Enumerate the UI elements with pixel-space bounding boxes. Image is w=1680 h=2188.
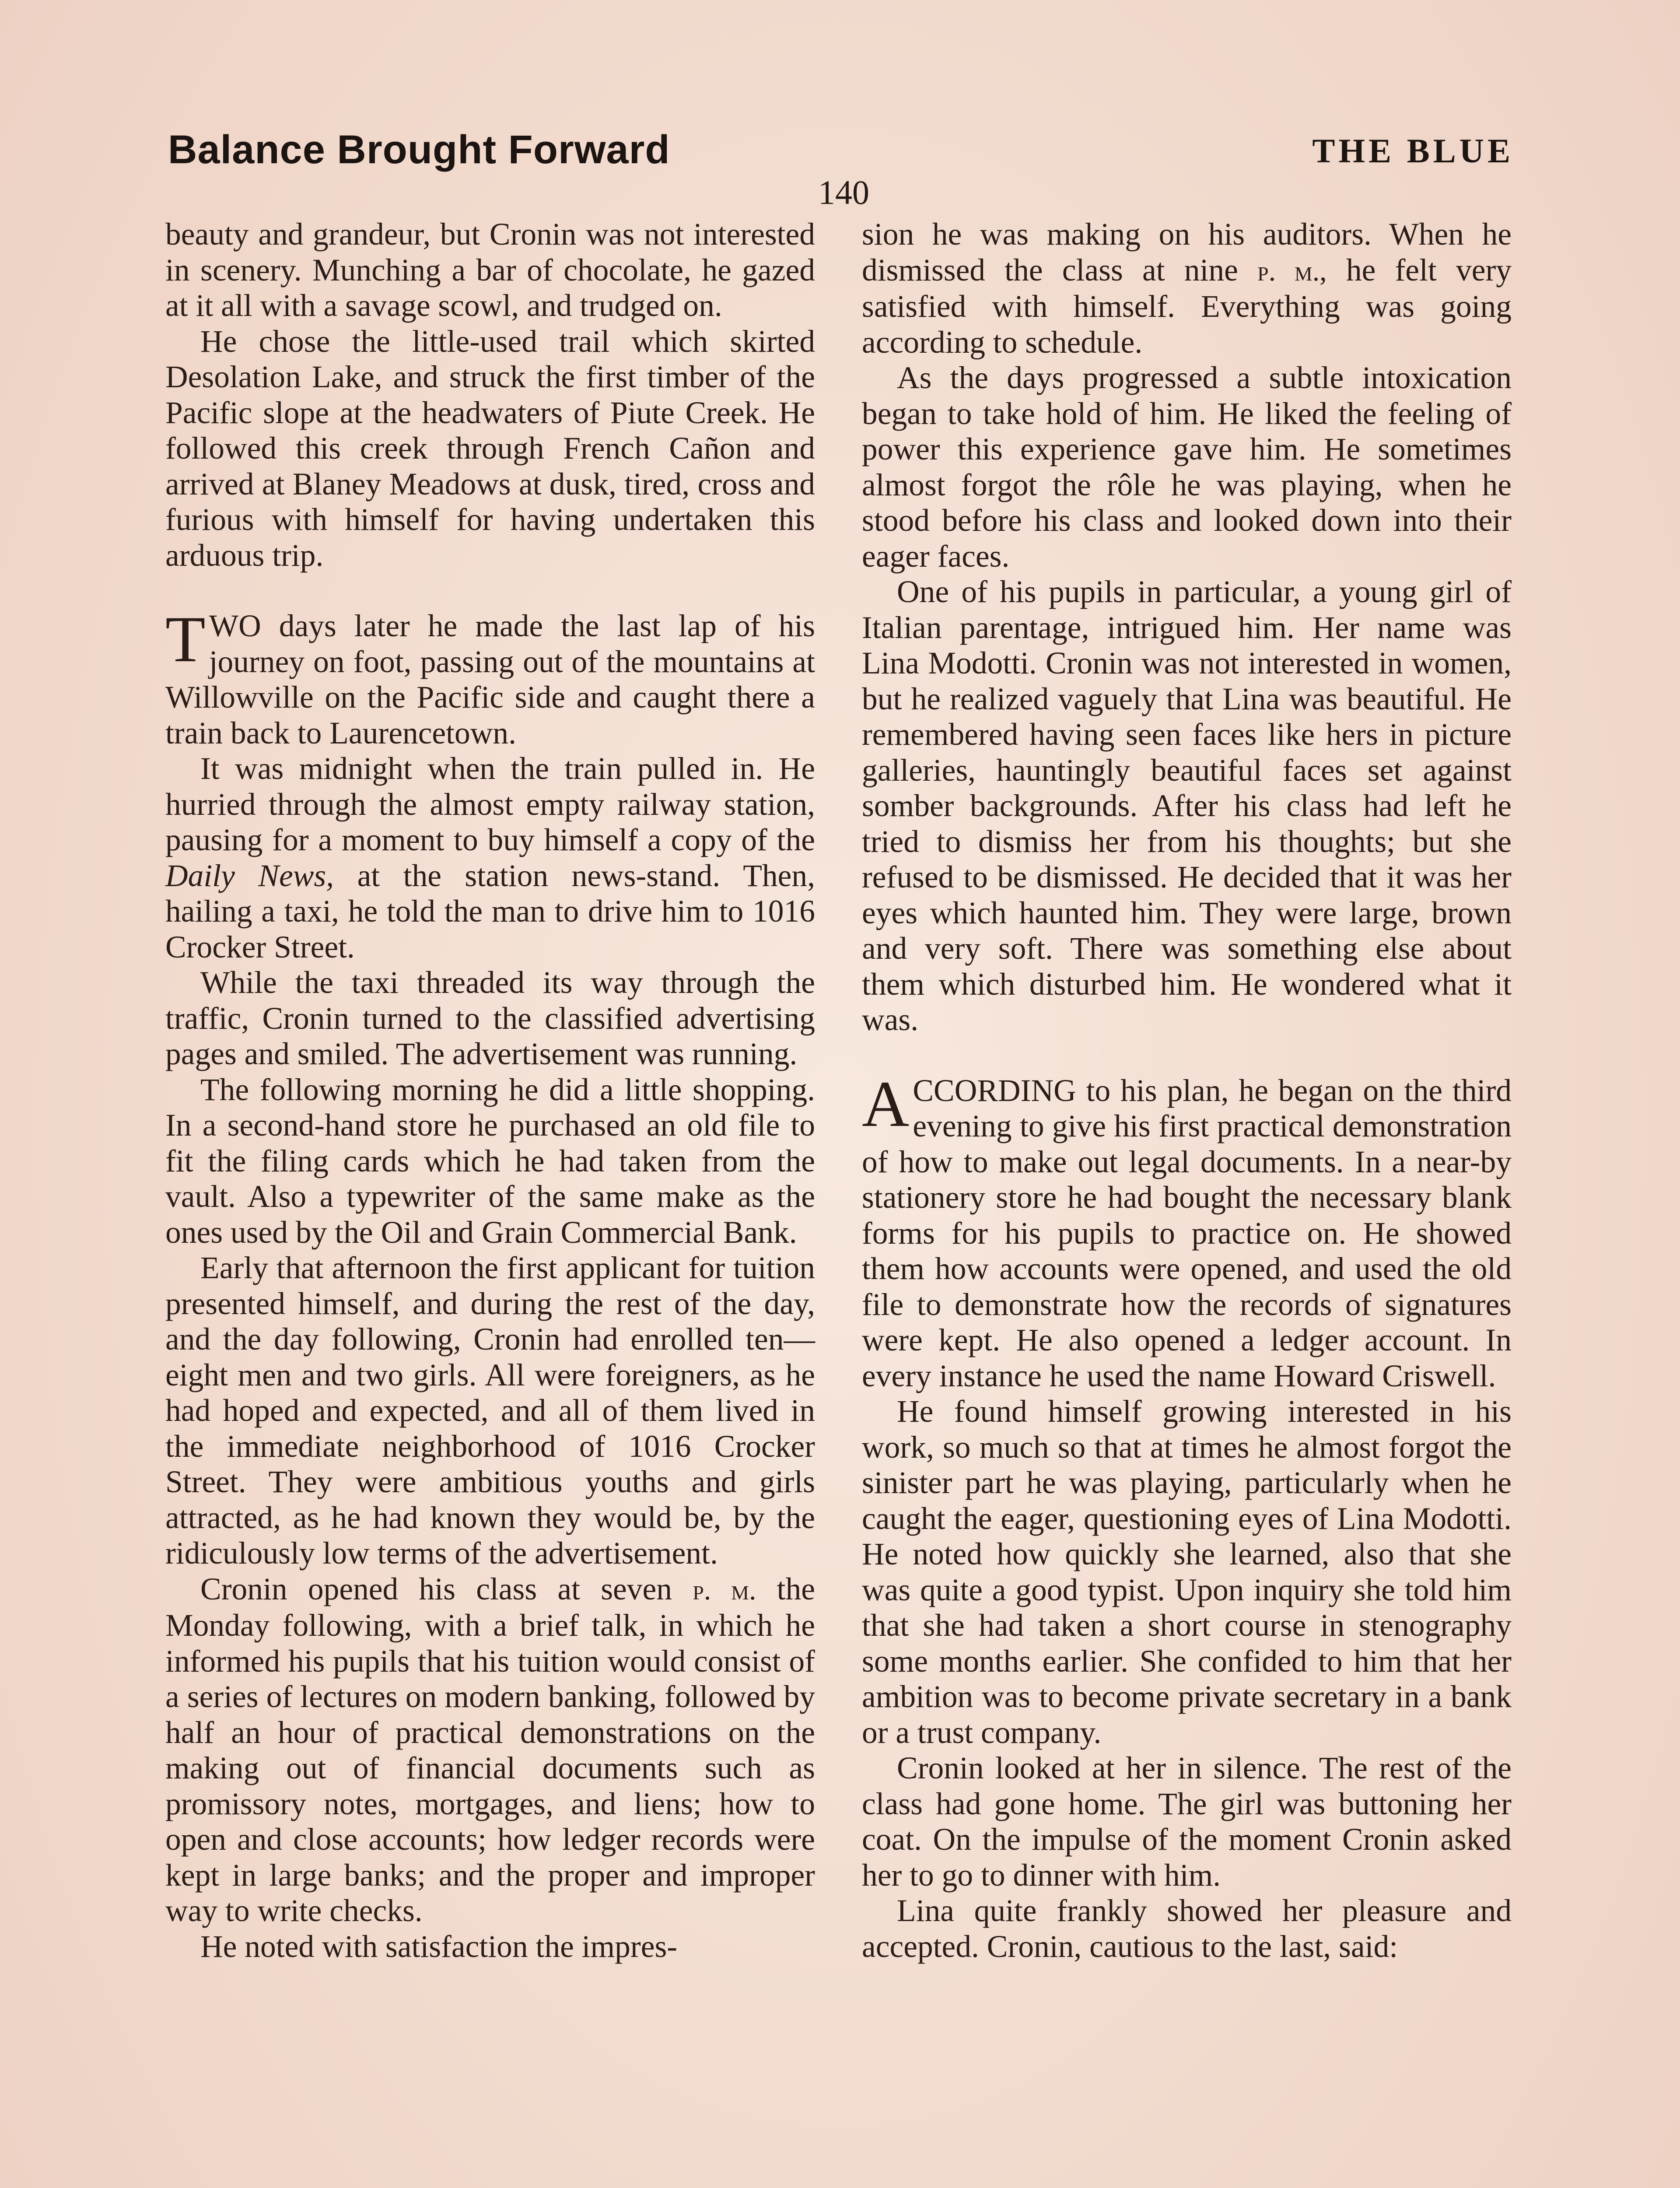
paragraph (862, 217, 1512, 360)
time-abbreviation: p. m., (1257, 255, 1327, 287)
paragraph-text: he felt very satisfied with himself. Everything was going according to schedule. (862, 252, 1512, 360)
left-column (165, 217, 815, 1964)
paragraph-text: It was midnight when the train pulled in. He hurried through the almost empty railway station, pausing for a moment to buy himself a copy of the (165, 751, 815, 857)
paragraph-text: WO days later he made the last lap of his journey on foot, passing out of the mountains at Willowville on the Pacific side and caught there a train back to Laurencetown. (165, 609, 815, 750)
paragraph: As the days progressed a subtle intoxication began to take hold of him. He liked the feeling of power this experience gave him. He sometimes almost forgot the rôle he was playing, when he stood before his class and looked down into their eager faces. (862, 361, 1512, 574)
drop-cap: A (862, 1067, 910, 1140)
paragraph (165, 751, 815, 965)
paragraph: The following morning he did a little shopping. In a second-hand store he purchased an old file to fit the filing cards which he had taken from the vault. Also a typewriter of the same make as the ones used by the Oil and Grain Commercial Bank. (165, 1072, 815, 1250)
paragraph-text: CCORDING to his plan, he began on the third evening to give his first practical demonstration of how to make out legal documents. In a near-by stationery store he had bought the necessary blank forms for his pupils to practice on. He showed them how accounts were opened, and used the old file to demonstrate how the records of signatures were kept. He also opened a ledger account. In every instance he used the name Howard Criswell. (862, 1073, 1512, 1393)
paragraph: While the taxi threaded its way through the traffic, Cronin turned to the classified advertising pages and smiled. The advertisement was running. (165, 965, 815, 1071)
paragraph-text: sion he was making on his auditors. When he dismissed the class at nine (862, 217, 1512, 288)
paragraph: Early that afternoon the first applicant for tuition presented himself, and during the rest of the day, and the day following, Cronin had enrolled ten—eight men and two girls. All were foreigners, as he had hoped and expected, and all of them lived in the immediate neighborhood of 1016 Crocker Street. They were ambitious youths and girls attracted, as he had known they would be, by the ridiculously low terms of the advertisement. (165, 1251, 815, 1571)
story-title: Balance Brought Forward (168, 127, 670, 172)
newspaper-title: Daily News, (165, 858, 334, 893)
paragraph: He found himself growing interested in his work, so much so that at times he almost forgot the sinister part he was playing, particularly when he caught the eager, questioning eyes of Lina Modotti. He noted how quickly she learned, also that she was quite a good typist. Upon inquiry she told him that she had taken a short course in stenography some months earlier. She confided to him that her ambition was to become private secretary in a bank or a trust company. (862, 1394, 1512, 1750)
section-paragraph (165, 603, 815, 751)
magazine-title: THE BLUE (1312, 132, 1514, 170)
paragraph (165, 1571, 815, 1929)
paragraph: beauty and grandeur, but Cronin was not interested in scenery. Munching a bar of chocolate, he gazed at it all with a savage scowl, and trudged on. (165, 217, 815, 323)
paragraph: One of his pupils in particular, a young girl of Italian parentage, intrigued him. Her name was Lina Modotti. Cronin was not interested in women, but he realized vaguely that Lina was beautiful. He remembered having seen faces like hers in picture galleries, hauntingly beautiful faces set against somber backgrounds. After his class had left he tried to dismiss her from his thoughts; but she refused to be dismissed. He decided that it was her eyes which haunted him. They were large, brown and very soft. There was something else about them which disturbed him. He wondered what it was. (862, 575, 1512, 1037)
right-column (862, 217, 1512, 1964)
paragraph: He noted with satisfaction the impres- (200, 1929, 678, 1964)
paragraph: Cronin looked at her in silence. The rest of the class had gone home. The girl was buttoning her coat. On the impulse of the moment Cronin asked her to go to dinner with him. (862, 1751, 1512, 1893)
section-paragraph (862, 1067, 1512, 1394)
drop-cap: T (165, 603, 206, 676)
page-number: 140 (818, 173, 869, 211)
paragraph-text: Cronin opened his class at seven (200, 1571, 693, 1606)
paragraph-text: at the station news-stand. Then, hailing a taxi, he told the man to drive him to 1016 Crocker Street. (165, 858, 816, 964)
paragraph: He chose the little-used trail which skirted Desolation Lake, and struck the first timber of the Pacific slope at the headwaters of Piute Creek. He followed this creek through French Cañon and arrived at Blaney Meadows at dusk, tired, cross and furious with himself for having undertaken this arduous trip. (165, 324, 815, 573)
paragraph-text: the Monday following, with a brief talk, in which he informed his pupils that his tuition would consist of a series of lectures on modern banking, followed by half an hour of practical demonstrations on the making out of financial documents such as promissory notes, mortgages, and liens; how to open and close accounts; how ledger records were kept in large banks; and the proper and improper way to write checks. (165, 1571, 816, 1928)
time-abbreviation: p. m. (693, 1574, 756, 1606)
paragraph: Lina quite frankly showed her pleasure and accepted. Cronin, cautious to the last, said: (862, 1893, 1512, 1964)
